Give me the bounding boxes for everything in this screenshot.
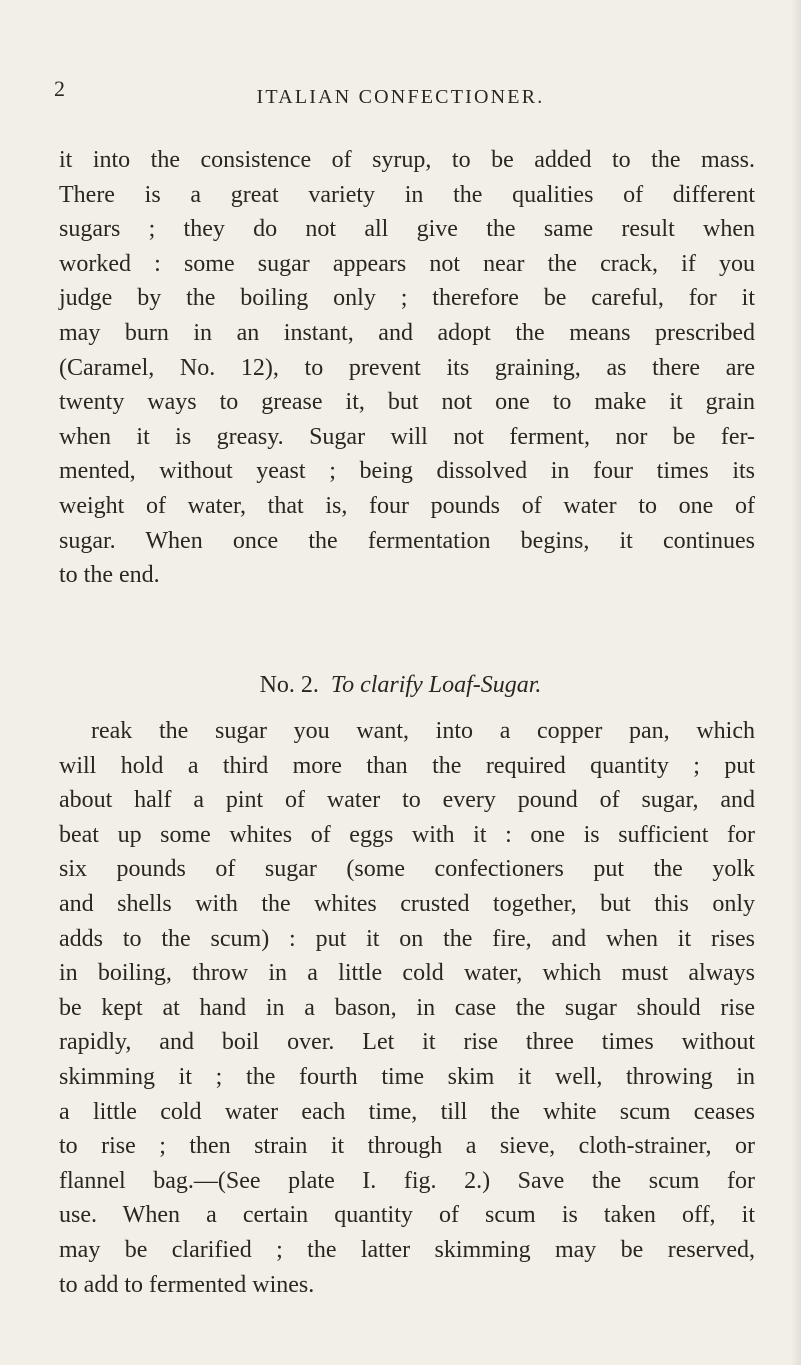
section-title: To clarify Loaf-Sugar. <box>330 672 542 698</box>
text-line: sugars ; they do not all give the same result when <box>59 216 755 243</box>
paragraph-clarify-loaf-sugar <box>59 714 755 1302</box>
text-line: judge by the boiling only ; therefore be careful, for it <box>59 285 755 312</box>
text-line: adds to the scum) : put it on the fire, and when it rises <box>59 925 755 952</box>
text-line: There is a great variety in the qualities of different <box>59 181 755 208</box>
page-number: 2 <box>54 76 65 101</box>
text-line: to add to fermented wines. <box>59 1271 315 1298</box>
paragraph-consistence-of-syrup <box>59 143 755 593</box>
text-line: be kept at hand in a bason, in case the sugar should rise <box>59 994 755 1021</box>
text-line: (Caramel, No. 12), to prevent its graining, as there are <box>59 354 755 381</box>
text-line: use. When a certain quantity of scum is taken off, it <box>59 1202 755 1229</box>
text-line: weight of water, that is, four pounds of water to one of <box>59 492 755 519</box>
section-heading <box>0 670 801 700</box>
text-line: it into the consistence of syrup, to be added to the mass. <box>59 147 755 173</box>
text-line: rapidly, and boil over. Let it rise three times without <box>59 1029 755 1056</box>
text-line: twenty ways to grease it, but not one to make it grain <box>59 389 755 416</box>
text-line: to rise ; then strain it through a sieve, cloth-strainer, or <box>59 1133 755 1160</box>
text-line: in boiling, throw in a little cold water, which must always <box>59 960 755 987</box>
text-line: a little cold water each time, till the white scum ceases <box>59 1098 755 1125</box>
page-edge-shadow <box>791 0 801 1365</box>
text-line: flannel bag.—(See plate I. fig. 2.) Save the scum for <box>59 1167 755 1194</box>
text-line: about half a pint of water to every pound of sugar, and <box>59 787 755 814</box>
text-line: when it is greasy. Sugar will not ferment, nor be fer- <box>59 423 755 450</box>
text-line: sugar. When once the fermentation begins, it continues <box>59 527 755 554</box>
text-line: will hold a third more than the required quantity ; put <box>59 752 755 779</box>
text-line: may be clarified ; the latter skimming may be reserved, <box>59 1236 755 1263</box>
text-line: may burn in an instant, and adopt the means prescribed <box>59 319 755 346</box>
text-line: skimming it ; the fourth time skim it well, throwing in <box>59 1063 755 1090</box>
text-line: beat up some whites of eggs with it : one is sufficient for <box>59 821 755 848</box>
text-line: six pounds of sugar (some confectioners put the yolk <box>59 856 755 883</box>
text-line: mented, without yeast ; being dissolved in four times its <box>59 458 755 485</box>
text-line: to the end. <box>59 562 160 589</box>
text-line: reak the sugar you want, into a copper pan, which <box>91 718 755 744</box>
text-line: worked : some sugar appears not near the crack, if you <box>59 250 755 277</box>
running-title: ITALIAN CONFECTIONER. <box>256 86 545 108</box>
section-number: No. 2. <box>259 672 319 698</box>
text-line: and shells with the whites crusted together, but this only <box>59 890 755 917</box>
